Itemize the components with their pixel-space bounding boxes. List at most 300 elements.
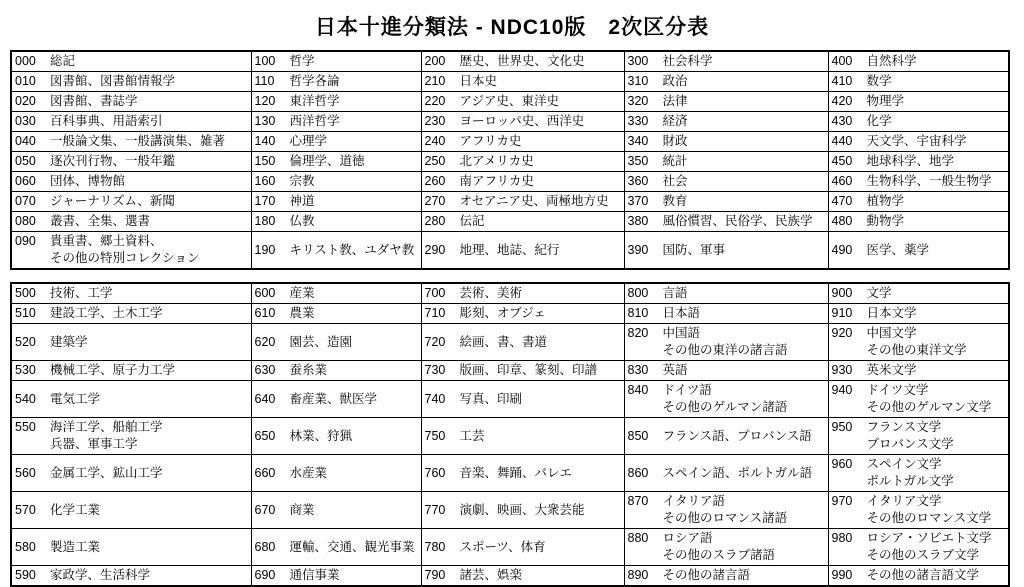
ndc-cell-350 bbox=[624, 152, 828, 172]
ndc-label: 演劇、映画、大衆芸能 bbox=[459, 502, 585, 517]
ndc-code: 380 bbox=[627, 214, 649, 228]
ndc-entry-line bbox=[832, 93, 1006, 110]
ndc-code: 280 bbox=[424, 214, 446, 228]
ndc-code: 450 bbox=[831, 154, 853, 168]
ndc-cell-420 bbox=[828, 92, 1009, 112]
ndc-label: 農業 bbox=[289, 306, 315, 320]
ndc-cell-460 bbox=[828, 172, 1009, 192]
ndc-label: スポーツ、体育 bbox=[459, 539, 546, 554]
ndc-cell-020 bbox=[11, 92, 251, 112]
ndc-code: 530 bbox=[15, 363, 36, 377]
ndc-label: 産業 bbox=[289, 286, 315, 300]
ndc-cell-820 bbox=[624, 324, 828, 361]
ndc-entry-line bbox=[628, 193, 825, 210]
ndc-entry-line bbox=[15, 73, 248, 90]
ndc-label: 林業、狩猟 bbox=[289, 428, 353, 443]
ndc-entry-line bbox=[15, 53, 248, 70]
ndc-cell-110 bbox=[251, 72, 421, 92]
ndc-cell-950 bbox=[828, 418, 1009, 455]
ndc-cell-200 bbox=[421, 51, 624, 72]
ndc-label: 図書館、図書館情報学 bbox=[50, 74, 176, 88]
ndc-label-continuation: その他のロマンス文学 bbox=[866, 511, 992, 525]
ndc-code: 400 bbox=[831, 54, 853, 68]
ndc-label: 彫刻、オブジェ bbox=[459, 306, 546, 320]
ndc-label-continuation: 兵器、軍事工学 bbox=[50, 437, 138, 451]
ndc-code: 540 bbox=[15, 391, 36, 406]
ndc-code: 670 bbox=[254, 502, 276, 517]
ndc-label-continuation: プロバンス文学 bbox=[866, 437, 954, 451]
ndc-cell-190 bbox=[251, 232, 421, 270]
ndc-cell-140 bbox=[251, 132, 421, 152]
ndc-entry-line bbox=[425, 53, 621, 70]
ndc-cell-120 bbox=[251, 92, 421, 112]
ndc-cell-510 bbox=[11, 304, 251, 324]
ndc-label: 中国文学 bbox=[866, 326, 917, 340]
ndc-code: 060 bbox=[15, 174, 36, 188]
ndc-label: 日本文学 bbox=[866, 306, 917, 320]
ndc-code: 950 bbox=[831, 420, 853, 434]
ndc-cell-160 bbox=[251, 172, 421, 192]
ndc-entry-line bbox=[255, 285, 418, 302]
ndc-cell-090 bbox=[11, 232, 251, 270]
ndc-entry-line bbox=[425, 305, 621, 322]
ndc-code: 810 bbox=[627, 306, 649, 320]
ndc-cell-750 bbox=[421, 418, 624, 455]
ndc-label: 地理、地誌、紀行 bbox=[459, 242, 560, 257]
ndc-entry-line bbox=[255, 502, 418, 519]
ndc-cell-550 bbox=[11, 418, 251, 455]
ndc-entry-line bbox=[628, 173, 825, 190]
table-row bbox=[11, 455, 1009, 492]
ndc-entry-line bbox=[15, 334, 248, 351]
ndc-cell-480 bbox=[828, 212, 1009, 232]
ndc-entry-line bbox=[832, 362, 1006, 379]
ndc-label: 化学 bbox=[866, 114, 892, 128]
ndc-code: 940 bbox=[831, 383, 853, 397]
ndc-entry-line bbox=[425, 567, 621, 584]
ndc-code: 510 bbox=[15, 306, 36, 320]
ndc-code: 390 bbox=[627, 242, 649, 257]
ndc-code: 870 bbox=[627, 494, 649, 508]
ndc-code: 040 bbox=[15, 134, 36, 148]
ndc-label: 園芸、造園 bbox=[289, 334, 353, 349]
ndc-label: 社会 bbox=[662, 174, 688, 188]
ndc-code: 360 bbox=[627, 174, 649, 188]
ndc-code: 130 bbox=[254, 114, 276, 128]
ndc-label: 運輸、交通、観光事業 bbox=[289, 539, 415, 554]
ndc-label: 化学工業 bbox=[50, 502, 101, 517]
ndc-entry-line bbox=[832, 419, 1006, 436]
ndc-entry-line bbox=[628, 285, 825, 302]
ndc-cell-180 bbox=[251, 212, 421, 232]
ndc-entry-line bbox=[832, 242, 1006, 259]
ndc-label: 海洋工学、船舶工学 bbox=[50, 420, 163, 434]
ndc-cell-450 bbox=[828, 152, 1009, 172]
ndc-code: 000 bbox=[15, 54, 36, 68]
ndc-label: 音楽、舞踊、バレエ bbox=[459, 465, 573, 480]
ndc-label: 伝記 bbox=[459, 214, 485, 228]
ndc-entry-line bbox=[15, 93, 248, 110]
ndc-cell-040 bbox=[11, 132, 251, 152]
ndc-cell-150 bbox=[251, 152, 421, 172]
ndc-label: オセアニア史、両極地方史 bbox=[459, 194, 609, 208]
ndc-label: スペイン文学 bbox=[866, 457, 942, 471]
ndc-label: 統計 bbox=[662, 154, 688, 168]
ndc-label: フランス語、プロバンス語 bbox=[662, 428, 812, 443]
ndc-label: 絵画、書、書道 bbox=[459, 334, 548, 349]
ndc-table-top bbox=[10, 50, 1010, 270]
ndc-cell-290 bbox=[421, 232, 624, 270]
ndc-cell-920 bbox=[828, 324, 1009, 361]
ndc-code: 020 bbox=[15, 94, 36, 108]
ndc-code: 610 bbox=[254, 306, 276, 320]
ndc-entry-line bbox=[832, 456, 1006, 473]
table-row bbox=[11, 232, 1009, 270]
ndc-cell-520 bbox=[11, 324, 251, 361]
ndc-code: 700 bbox=[424, 286, 446, 300]
ndc-code: 590 bbox=[15, 568, 36, 582]
ndc-entry-line bbox=[628, 465, 825, 482]
ndc-entry-line bbox=[425, 242, 621, 259]
ndc-cell-900 bbox=[828, 283, 1009, 304]
ndc-code: 300 bbox=[627, 54, 649, 68]
ndc-label: アフリカ史 bbox=[459, 134, 522, 148]
ndc-cell-310 bbox=[624, 72, 828, 92]
ndc-code: 320 bbox=[627, 94, 649, 108]
ndc-label-continuation: その他のゲルマン諸語 bbox=[662, 400, 788, 414]
ndc-cell-770 bbox=[421, 492, 624, 529]
ndc-label: ヨーロッパ史、西洋史 bbox=[459, 114, 585, 128]
ndc-code: 860 bbox=[627, 465, 649, 480]
ndc-label: 法律 bbox=[662, 94, 688, 108]
ndc-cell-070 bbox=[11, 192, 251, 212]
ndc-entry-line bbox=[425, 502, 621, 519]
ndc-entry-line bbox=[425, 113, 621, 130]
ndc-code: 520 bbox=[15, 334, 36, 349]
ndc-cell-330 bbox=[624, 112, 828, 132]
table-row bbox=[11, 192, 1009, 212]
ndc-label: 日本史 bbox=[459, 74, 498, 88]
ndc-label: 百科事典、用語索引 bbox=[50, 114, 163, 128]
table-row bbox=[11, 418, 1009, 455]
ndc-label: 蚕糸業 bbox=[289, 363, 328, 377]
ndc-code: 050 bbox=[15, 154, 36, 168]
ndc-label: 貴重書、郷土資料、 bbox=[50, 234, 163, 248]
table-row bbox=[11, 51, 1009, 72]
ndc-code: 490 bbox=[831, 242, 853, 257]
ndc-code: 070 bbox=[15, 194, 36, 208]
ndc-entry-line bbox=[628, 242, 825, 259]
ndc-entry-line bbox=[425, 153, 621, 170]
ndc-code: 800 bbox=[627, 286, 649, 300]
ndc-label: 団体、博物館 bbox=[50, 174, 126, 188]
ndc-entry-line bbox=[832, 213, 1006, 230]
ndc-code: 250 bbox=[424, 154, 446, 168]
ndc-entry-line bbox=[425, 334, 621, 351]
ndc-label: その他の諸言語 bbox=[662, 568, 751, 582]
ndc-label: 教育 bbox=[662, 194, 688, 208]
ndc-entry-line bbox=[832, 567, 1006, 584]
ndc-label: 家政学、生活科学 bbox=[50, 568, 151, 582]
ndc-code: 220 bbox=[424, 94, 446, 108]
ndc-label: 英語 bbox=[662, 363, 688, 377]
ndc-entry-line bbox=[255, 465, 418, 482]
ndc-entry-line bbox=[255, 93, 418, 110]
ndc-code: 930 bbox=[831, 363, 853, 377]
ndc-cell-840 bbox=[624, 381, 828, 418]
ndc-cell-980 bbox=[828, 529, 1009, 566]
ndc-cell-050 bbox=[11, 152, 251, 172]
ndc-cell-800 bbox=[624, 283, 828, 304]
ndc-entry-line bbox=[628, 567, 825, 584]
ndc-label: 宗教 bbox=[289, 174, 315, 188]
ndc-entry-line bbox=[628, 362, 825, 379]
ndc-label: 植物学 bbox=[866, 194, 905, 208]
ndc-label-continuation: ポルトガル文学 bbox=[866, 474, 954, 488]
ndc-label: ドイツ語 bbox=[662, 383, 712, 397]
ndc-cell-740 bbox=[421, 381, 624, 418]
ndc-cell-360 bbox=[624, 172, 828, 192]
ndc-label-continuation: その他の特別コレクション bbox=[50, 251, 200, 265]
ndc-cell-860 bbox=[624, 455, 828, 492]
ndc-code: 650 bbox=[254, 428, 276, 443]
ndc-cell-690 bbox=[251, 566, 421, 587]
ndc-cell-650 bbox=[251, 418, 421, 455]
ndc-label: ロシア語 bbox=[662, 531, 713, 545]
ndc-code: 820 bbox=[627, 326, 649, 340]
ndc-code: 690 bbox=[254, 568, 276, 582]
ndc-entry-line bbox=[832, 173, 1006, 190]
ndc-code: 210 bbox=[424, 74, 446, 88]
ndc-cell-320 bbox=[624, 92, 828, 112]
page-title: 日本十進分類法 - NDC10版 2次区分表 bbox=[314, 16, 710, 39]
table-row bbox=[11, 172, 1009, 192]
ndc-entry-line bbox=[628, 382, 825, 399]
ndc-cell-610 bbox=[251, 304, 421, 324]
table-row bbox=[11, 132, 1009, 152]
ndc-cell-680 bbox=[251, 529, 421, 566]
ndc-label-continuation: その他のスラブ諸語 bbox=[662, 548, 776, 562]
ndc-entry-line bbox=[15, 419, 248, 436]
ndc-label: 動物学 bbox=[866, 214, 905, 228]
ndc-entry-line bbox=[255, 193, 418, 210]
ndc-code: 340 bbox=[627, 134, 649, 148]
ndc-code: 290 bbox=[424, 242, 446, 257]
ndc-label-continuation: その他の東洋文学 bbox=[866, 343, 967, 357]
ndc-code: 980 bbox=[831, 531, 853, 545]
ndc-entry-line bbox=[425, 213, 621, 230]
ndc-code: 750 bbox=[424, 428, 446, 443]
ndc-cell-490 bbox=[828, 232, 1009, 270]
ndc-entry-line bbox=[425, 193, 621, 210]
ndc-cell-130 bbox=[251, 112, 421, 132]
ndc-label: スペイン語、ポルトガル語 bbox=[662, 465, 813, 480]
ndc-label: 図書館、書誌学 bbox=[50, 94, 138, 108]
ndc-entry-line bbox=[15, 539, 248, 556]
ndc-entry-line bbox=[628, 133, 825, 150]
ndc-label: 工芸 bbox=[459, 428, 485, 443]
ndc-label: ロシア・ソビエト文学 bbox=[866, 531, 992, 545]
ndc-code: 960 bbox=[831, 457, 853, 471]
ndc-code: 430 bbox=[831, 114, 853, 128]
ndc-entry-line bbox=[15, 502, 248, 519]
table-row bbox=[11, 72, 1009, 92]
ndc-cell-010 bbox=[11, 72, 251, 92]
ndc-entry-line bbox=[425, 93, 621, 110]
ndc-label-continuation: その他のロマンス諸語 bbox=[662, 511, 788, 525]
ndc-label: 諸芸、娯楽 bbox=[459, 568, 523, 582]
ndc-label: 物理学 bbox=[866, 94, 905, 108]
ndc-code: 620 bbox=[254, 334, 276, 349]
ndc-cell-700 bbox=[421, 283, 624, 304]
ndc-entry-line bbox=[832, 493, 1006, 510]
ndc-label: 版画、印章、篆刻、印譜 bbox=[459, 363, 598, 377]
ndc-label: 哲学 bbox=[289, 54, 315, 68]
ndc-label: キリスト教、ユダヤ教 bbox=[289, 242, 415, 257]
ndc-cell-790 bbox=[421, 566, 624, 587]
ndc-entry-line bbox=[628, 153, 825, 170]
ndc-cell-830 bbox=[624, 361, 828, 381]
ndc-cell-870 bbox=[624, 492, 828, 529]
ndc-label: 生物科学、一般生物学 bbox=[866, 174, 992, 188]
ndc-cell-910 bbox=[828, 304, 1009, 324]
ndc-label: 哲学各論 bbox=[289, 74, 340, 88]
ndc-entry-line bbox=[628, 325, 825, 342]
ndc-cell-590 bbox=[11, 566, 251, 587]
ndc-code: 460 bbox=[831, 174, 853, 188]
ndc-cell-280 bbox=[421, 212, 624, 232]
ndc-code: 970 bbox=[831, 494, 853, 508]
ndc-entry-line bbox=[255, 362, 418, 379]
ndc-code: 880 bbox=[627, 531, 649, 545]
ndc-entry-line bbox=[628, 493, 825, 510]
ndc-code: 110 bbox=[254, 74, 275, 88]
ndc-label: 経済 bbox=[662, 114, 688, 128]
ndc-table-bottom bbox=[10, 282, 1010, 587]
ndc-cell-930 bbox=[828, 361, 1009, 381]
ndc-entry-line bbox=[15, 133, 248, 150]
table-row bbox=[11, 381, 1009, 418]
ndc-entry-line bbox=[628, 113, 825, 130]
ndc-entry-line bbox=[15, 285, 248, 302]
ndc-label: 写真、印刷 bbox=[459, 391, 523, 406]
ndc-entry-line bbox=[832, 325, 1006, 342]
ndc-code: 560 bbox=[15, 465, 36, 480]
ndc-cell-300 bbox=[624, 51, 828, 72]
ndc-entry-line bbox=[425, 428, 621, 445]
ndc-cell-240 bbox=[421, 132, 624, 152]
ndc-entry-line bbox=[832, 305, 1006, 322]
ndc-code: 770 bbox=[424, 502, 446, 517]
ndc-code: 830 bbox=[627, 363, 649, 377]
ndc-cell-570 bbox=[11, 492, 251, 529]
ndc-entry-line bbox=[255, 113, 418, 130]
ndc-cell-100 bbox=[251, 51, 421, 72]
ndc-label: 地球科学、地学 bbox=[866, 154, 955, 168]
ndc-label: 一般論文集、一般講演集、雑著 bbox=[50, 134, 226, 148]
ndc-cell-730 bbox=[421, 361, 624, 381]
ndc-label: 仏教 bbox=[289, 214, 315, 228]
ndc-label: 西洋哲学 bbox=[289, 114, 340, 128]
ndc-label: 機械工学、原子力工学 bbox=[50, 363, 176, 377]
ndc-cell-060 bbox=[11, 172, 251, 192]
ndc-code: 140 bbox=[254, 134, 276, 148]
ndc-cell-890 bbox=[624, 566, 828, 587]
ndc-label: 水産業 bbox=[289, 465, 328, 480]
ndc-entry-line bbox=[15, 153, 248, 170]
ndc-code: 180 bbox=[254, 214, 276, 228]
ndc-code: 640 bbox=[254, 391, 276, 406]
ndc-entry-line bbox=[255, 73, 418, 90]
ndc-code: 200 bbox=[424, 54, 446, 68]
ndc-cell-410 bbox=[828, 72, 1009, 92]
ndc-cell-380 bbox=[624, 212, 828, 232]
ndc-label: 財政 bbox=[662, 134, 688, 148]
ndc-label: 南アフリカ史 bbox=[459, 174, 534, 188]
table-row bbox=[11, 529, 1009, 566]
ndc-entry-line bbox=[628, 93, 825, 110]
ndc-label: ドイツ文学 bbox=[866, 383, 929, 397]
ndc-cell-260 bbox=[421, 172, 624, 192]
ndc-code: 030 bbox=[15, 114, 36, 128]
ndc-label: 芸術、美術 bbox=[459, 286, 523, 300]
ndc-code: 550 bbox=[15, 420, 36, 434]
ndc-label: 自然科学 bbox=[866, 54, 917, 68]
ndc-entry-line bbox=[832, 73, 1006, 90]
ndc-entry-line bbox=[832, 530, 1006, 547]
ndc-label: 製造工業 bbox=[50, 539, 101, 554]
ndc-code: 730 bbox=[424, 363, 446, 377]
ndc-entry-line bbox=[628, 428, 825, 445]
ndc-code: 890 bbox=[627, 568, 649, 582]
ndc-entry-line bbox=[15, 465, 248, 482]
ndc-entry-line bbox=[255, 567, 418, 584]
table-row bbox=[11, 492, 1009, 529]
ndc-entry-line bbox=[255, 305, 418, 322]
table-row bbox=[11, 152, 1009, 172]
ndc-cell-560 bbox=[11, 455, 251, 492]
table-row bbox=[11, 361, 1009, 381]
ndc-label: 商業 bbox=[289, 502, 315, 517]
ndc-cell-710 bbox=[421, 304, 624, 324]
ndc-label: 東洋哲学 bbox=[289, 94, 340, 108]
table-row bbox=[11, 304, 1009, 324]
ndc-cell-810 bbox=[624, 304, 828, 324]
ndc-label: 日本語 bbox=[662, 306, 701, 320]
ndc-code: 350 bbox=[627, 154, 649, 168]
ndc-label: 倫理学、道徳 bbox=[289, 154, 365, 168]
ndc-label-continuation: その他の東洋の諸言語 bbox=[662, 343, 788, 357]
ndc-label: 歴史、世界史、文化史 bbox=[459, 54, 585, 68]
ndc-label: 国防、軍事 bbox=[662, 242, 726, 257]
ndc-cell-270 bbox=[421, 192, 624, 212]
ndc-code: 480 bbox=[831, 214, 853, 228]
ndc-cell-170 bbox=[251, 192, 421, 212]
ndc-cell-210 bbox=[421, 72, 624, 92]
ndc-code: 780 bbox=[424, 539, 446, 554]
table-row bbox=[11, 212, 1009, 232]
ndc-label: 総記 bbox=[50, 54, 76, 68]
ndc-label: 建設工学、土木工学 bbox=[50, 306, 163, 320]
ndc-entry-line bbox=[832, 53, 1006, 70]
ndc-code: 760 bbox=[424, 465, 446, 480]
ndc-cell-400 bbox=[828, 51, 1009, 72]
ndc-entry-line bbox=[255, 173, 418, 190]
ndc-code: 500 bbox=[15, 286, 36, 300]
ndc-entry-line bbox=[628, 73, 825, 90]
ndc-label-continuation: その他のスラブ文学 bbox=[866, 548, 980, 562]
ndc-code: 260 bbox=[424, 174, 446, 188]
